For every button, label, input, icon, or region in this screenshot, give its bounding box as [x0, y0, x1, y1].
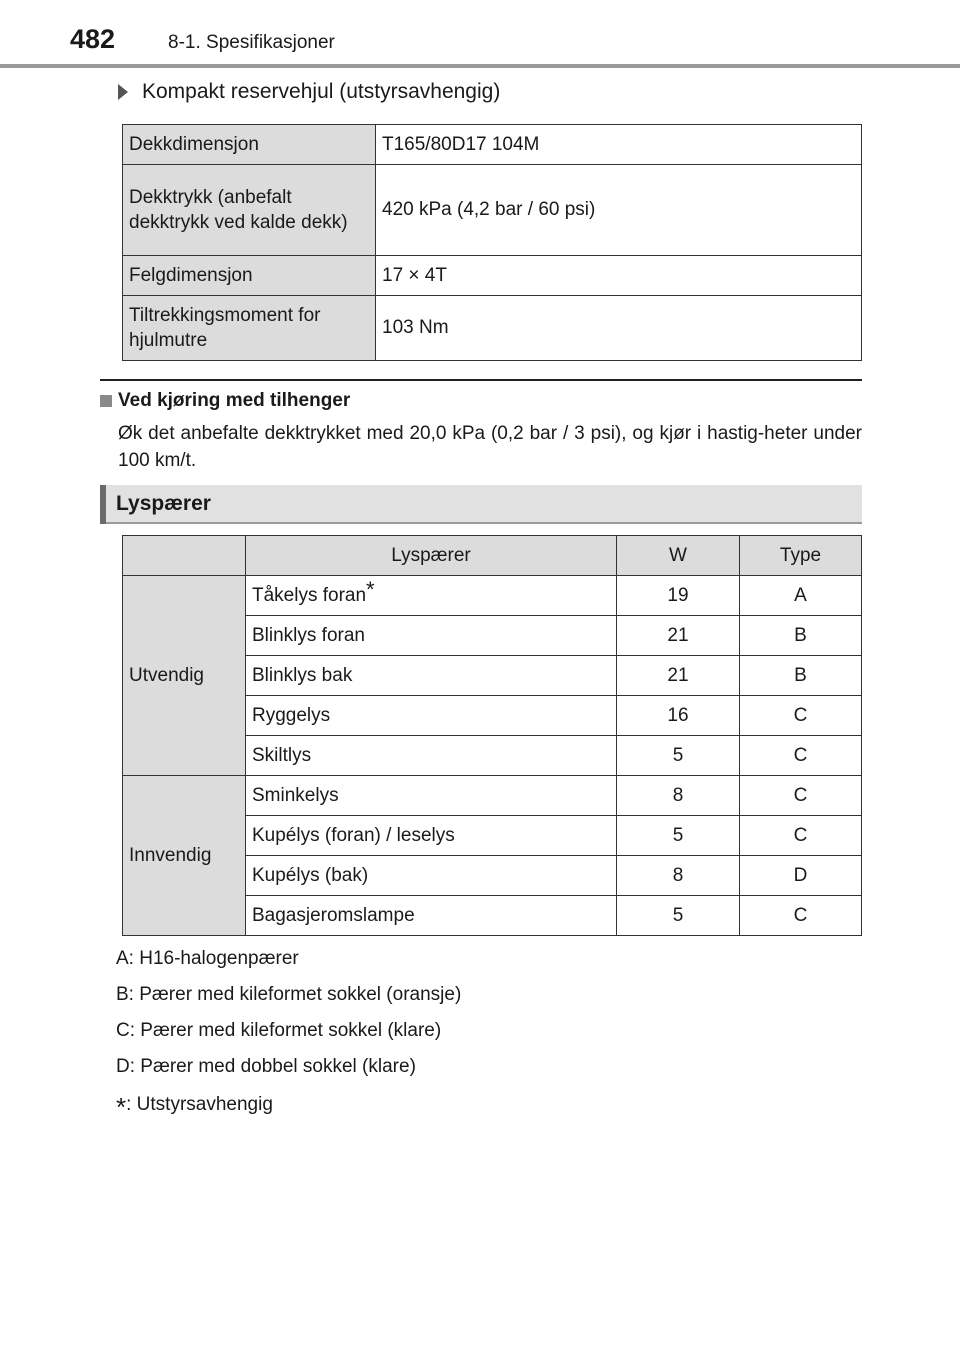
bulb-name: Ryggelys	[246, 696, 617, 736]
trailer-note-body: Øk det anbefalte dekktrykket med 20,0 kPa (0,2 bar / 3 psi), og kjør i hastig-heter under 100 km/t.	[118, 423, 862, 471]
spec-key: Felgdimensjon	[123, 256, 376, 296]
bulb-type: C	[740, 776, 862, 816]
bulb-name: Sminkelys	[246, 776, 617, 816]
spare-wheel-heading-text: Kompakt reservehjul (utstyrsavhengig)	[142, 80, 501, 103]
header-rule	[0, 64, 960, 68]
bulb-name-cell	[246, 576, 617, 616]
legend-item: D: Pærer med dobbel sokkel (klare)	[116, 1056, 416, 1077]
section-divider	[100, 379, 862, 381]
bulb-watt: 21	[617, 616, 740, 656]
section-title: 8-1. Spesifikasjoner	[168, 32, 335, 53]
page-number: 482	[70, 24, 116, 54]
bulb-name: Kupélys (foran) / leselys	[246, 816, 617, 856]
bulb-type: D	[740, 856, 862, 896]
square-bullet-icon	[100, 395, 112, 407]
trailer-note-title: Ved kjøring med tilhenger	[118, 390, 351, 411]
bulb-watt: 16	[617, 696, 740, 736]
bulb-name: Tåkelys foran	[252, 584, 367, 606]
spec-key: Dekkdimensjon	[123, 125, 376, 165]
bulb-type: C	[740, 816, 862, 856]
footnote-text: : Utstyrsavhengig	[126, 1094, 273, 1115]
table-header-row	[123, 536, 862, 576]
bulb-type: B	[740, 616, 862, 656]
bulb-watt: 5	[617, 896, 740, 936]
bulb-type: A	[740, 576, 862, 616]
table-row	[123, 256, 862, 296]
bulb-watt: 21	[617, 656, 740, 696]
group-label: Utvendig	[123, 576, 246, 776]
spec-key: Dekktrykk (anbefalt dekktrykk ved kalde dekk)	[123, 165, 376, 256]
bulb-watt: 8	[617, 856, 740, 896]
column-header: Type	[740, 536, 862, 576]
bulb-type: C	[740, 896, 862, 936]
footnote-asterisk: *	[116, 1092, 127, 1122]
bulb-name: Kupélys (bak)	[246, 856, 617, 896]
table-row	[123, 576, 862, 616]
legend-item: A: H16-halogenpærer	[116, 948, 299, 969]
trailer-note-heading	[100, 390, 862, 412]
footnote	[116, 1092, 461, 1128]
bulb-type: C	[740, 696, 862, 736]
bulb-name: Blinklys bak	[246, 656, 617, 696]
bulb-type-legend	[116, 948, 461, 1128]
asterisk-mark: *	[366, 577, 375, 603]
spec-value: T165/80D17 104M	[376, 125, 862, 165]
blank-header-cell	[123, 536, 246, 576]
bulb-name: Skiltlys	[246, 736, 617, 776]
triangle-bullet-icon	[118, 84, 128, 100]
bulb-type: C	[740, 736, 862, 776]
legend-item: B: Pærer med kileformet sokkel (oransje)	[116, 984, 462, 1005]
table-row	[123, 296, 862, 361]
spec-value: 420 kPa (4,2 bar / 60 psi)	[376, 165, 862, 256]
bulb-watt: 5	[617, 816, 740, 856]
spec-value: 17 × 4T	[376, 256, 862, 296]
spare-wheel-heading	[118, 80, 500, 104]
spare-wheel-table	[122, 124, 862, 361]
section-accent	[100, 485, 106, 524]
bulbs-section-header	[100, 485, 862, 524]
bulb-watt: 5	[617, 736, 740, 776]
group-label: Innvendig	[123, 776, 246, 936]
bulb-name: Blinklys foran	[246, 616, 617, 656]
column-header: W	[617, 536, 740, 576]
bulb-name: Bagasjeromslampe	[246, 896, 617, 936]
spec-value: 103 Nm	[376, 296, 862, 361]
bulbs-table	[122, 535, 862, 936]
bulb-watt: 8	[617, 776, 740, 816]
bulb-watt: 19	[617, 576, 740, 616]
trailer-note	[100, 390, 862, 474]
legend-item: C: Pærer med kileformet sokkel (klare)	[116, 1020, 442, 1041]
spec-key: Tiltrekkingsmoment for hjulmutre	[123, 296, 376, 361]
bulb-type: B	[740, 656, 862, 696]
column-header: Lyspærer	[246, 536, 617, 576]
bulbs-section-title: Lyspærer	[116, 492, 211, 515]
table-row	[123, 776, 862, 816]
table-row	[123, 125, 862, 165]
table-row	[123, 165, 862, 256]
